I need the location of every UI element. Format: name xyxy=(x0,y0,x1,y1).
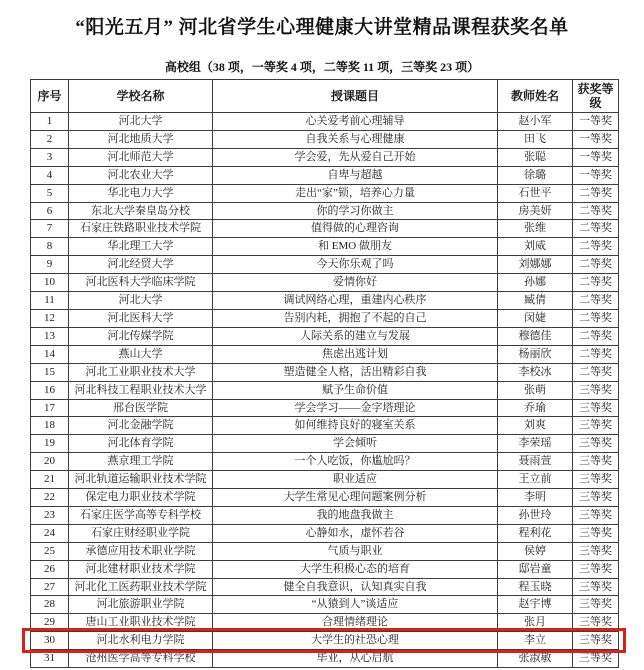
school-cell: 燕京理工学院 xyxy=(69,453,213,471)
serial-cell: 16 xyxy=(31,381,69,399)
serial-cell: 6 xyxy=(31,202,69,220)
topic-cell: 大学生积极心态的培育 xyxy=(213,560,498,578)
school-cell: 河北水利电力学院 xyxy=(69,632,213,650)
school-cell: 河北建材职业技术学院 xyxy=(69,560,213,578)
award-cell: 三等奖 xyxy=(573,399,619,417)
table-row xyxy=(31,524,619,542)
school-cell: 河北轨道运输职业技术学院 xyxy=(69,471,213,489)
topic-cell: 心关爱考前心理辅导 xyxy=(213,113,498,131)
serial-cell: 3 xyxy=(31,148,69,166)
school-cell: 河北师范大学 xyxy=(69,148,213,166)
award-cell: 三等奖 xyxy=(573,578,619,596)
school-cell: 河北农业大学 xyxy=(69,166,213,184)
topic-cell: 毕业，从心启航 xyxy=(213,650,498,668)
serial-cell: 1 xyxy=(31,113,69,131)
award-cell: 二等奖 xyxy=(573,220,619,238)
serial-cell: 24 xyxy=(31,524,69,542)
table-row xyxy=(31,506,619,524)
table-row xyxy=(31,650,619,668)
serial-cell: 8 xyxy=(31,238,69,256)
header-row xyxy=(31,80,619,113)
topic-cell: 学会爱，先从爱自己开始 xyxy=(213,148,498,166)
school-cell: 燕山大学 xyxy=(69,345,213,363)
table-row xyxy=(31,363,619,381)
teacher-cell: 臧倩 xyxy=(498,292,573,310)
school-cell: 河北医科大学 xyxy=(69,309,213,327)
school-cell: 河北大学 xyxy=(69,292,213,310)
topic-cell: 大学生常见心理问题案例分析 xyxy=(213,489,498,507)
award-cell: 二等奖 xyxy=(573,184,619,202)
award-cell: 二等奖 xyxy=(573,202,619,220)
teacher-cell: 李明 xyxy=(498,489,573,507)
table-row xyxy=(31,417,619,435)
serial-cell: 27 xyxy=(31,578,69,596)
serial-cell: 14 xyxy=(31,345,69,363)
topic-cell: 爱情你好 xyxy=(213,274,498,292)
award-cell: 三等奖 xyxy=(573,435,619,453)
table-row xyxy=(31,327,619,345)
table-row xyxy=(31,381,619,399)
serial-cell: 2 xyxy=(31,130,69,148)
table-row xyxy=(31,345,619,363)
topic-cell: 我的地盘我做主 xyxy=(213,506,498,524)
serial-cell: 17 xyxy=(31,399,69,417)
teacher-cell: 杨丽欣 xyxy=(498,345,573,363)
topic-cell: 你的学习你做主 xyxy=(213,202,498,220)
school-cell: 石家庄铁路职业技术学院 xyxy=(69,220,213,238)
table-row xyxy=(31,453,619,471)
topic-cell: 今天你乐观了吗 xyxy=(213,256,498,274)
serial-cell: 28 xyxy=(31,596,69,614)
topic-cell: 自我关系与心理健康 xyxy=(213,130,498,148)
teacher-cell: 张萌 xyxy=(498,381,573,399)
school-cell: 河北经贸大学 xyxy=(69,256,213,274)
award-cell: 三等奖 xyxy=(573,614,619,632)
serial-cell: 10 xyxy=(31,274,69,292)
topic-cell: 合理情绪理论 xyxy=(213,614,498,632)
award-cell: 三等奖 xyxy=(573,471,619,489)
serial-cell: 31 xyxy=(31,650,69,668)
topic-cell: 大学生的社恐心理 xyxy=(213,632,498,650)
award-cell: 一等奖 xyxy=(573,166,619,184)
teacher-cell: 侯婷 xyxy=(498,542,573,560)
school-cell: 河北旅游职业学院 xyxy=(69,596,213,614)
serial-cell: 11 xyxy=(31,292,69,310)
school-cell: 华北电力大学 xyxy=(69,184,213,202)
award-cell: 一等奖 xyxy=(573,113,619,131)
award-cell: 三等奖 xyxy=(573,506,619,524)
topic-cell: 焦虑出逃计划 xyxy=(213,345,498,363)
table-row xyxy=(31,489,619,507)
topic-cell: 一个人吃饭，你尴尬吗？ xyxy=(213,453,498,471)
topic-cell: 赋予生命价值 xyxy=(213,381,498,399)
award-cell: 二等奖 xyxy=(573,345,619,363)
teacher-cell: 李校冰 xyxy=(498,363,573,381)
teacher-cell: 王立前 xyxy=(498,471,573,489)
serial-cell: 19 xyxy=(31,435,69,453)
topic-cell: 塑造健全人格，活出精彩自我 xyxy=(213,363,498,381)
awards-table-wrap xyxy=(30,79,618,668)
award-cell: 二等奖 xyxy=(573,327,619,345)
teacher-cell: 孙世玲 xyxy=(498,506,573,524)
header-teacher: 教师姓名 xyxy=(498,80,573,113)
award-cell: 三等奖 xyxy=(573,417,619,435)
award-cell: 二等奖 xyxy=(573,274,619,292)
teacher-cell: 房美妍 xyxy=(498,202,573,220)
serial-cell: 25 xyxy=(31,542,69,560)
award-cell: 三等奖 xyxy=(573,560,619,578)
award-cell: 二等奖 xyxy=(573,256,619,274)
serial-cell: 15 xyxy=(31,363,69,381)
topic-cell: 走出“家”锁，培养心力量 xyxy=(213,184,498,202)
table-row xyxy=(31,578,619,596)
teacher-cell: 张淑敏 xyxy=(498,650,573,668)
table-row xyxy=(31,399,619,417)
award-cell: 三等奖 xyxy=(573,381,619,399)
topic-cell: 调试网络心理，重建内心秩序 xyxy=(213,292,498,310)
teacher-cell: 张聪 xyxy=(498,148,573,166)
table-row xyxy=(31,292,619,310)
award-cell: 三等奖 xyxy=(573,453,619,471)
serial-cell: 26 xyxy=(31,560,69,578)
award-cell: 三等奖 xyxy=(573,632,619,650)
table-row xyxy=(31,435,619,453)
award-cell: 三等奖 xyxy=(573,650,619,668)
serial-cell: 12 xyxy=(31,309,69,327)
teacher-cell: 李荣瑶 xyxy=(498,435,573,453)
school-cell: 河北地质大学 xyxy=(69,130,213,148)
table-row xyxy=(31,184,619,202)
serial-cell: 7 xyxy=(31,220,69,238)
table-row xyxy=(31,596,619,614)
topic-cell: 职业适应 xyxy=(213,471,498,489)
header-award: 获奖等级 xyxy=(573,80,619,113)
award-cell: 二等奖 xyxy=(573,238,619,256)
serial-cell: 13 xyxy=(31,327,69,345)
award-cell: 三等奖 xyxy=(573,524,619,542)
school-cell: 华北理工大学 xyxy=(69,238,213,256)
school-cell: 河北金融学院 xyxy=(69,417,213,435)
serial-cell: 4 xyxy=(31,166,69,184)
award-cell: 一等奖 xyxy=(573,148,619,166)
serial-cell: 18 xyxy=(31,417,69,435)
topic-cell: 如何维持良好的寝室关系 xyxy=(213,417,498,435)
table-row xyxy=(31,560,619,578)
school-cell: 石家庄医学高等专科学校 xyxy=(69,506,213,524)
teacher-cell: 闵婕 xyxy=(498,309,573,327)
table-row xyxy=(31,148,619,166)
header-serial: 序号 xyxy=(31,80,69,113)
table-row xyxy=(31,220,619,238)
teacher-cell: 程玉晓 xyxy=(498,578,573,596)
serial-cell: 29 xyxy=(31,614,69,632)
table-row xyxy=(31,166,619,184)
table-row xyxy=(31,471,619,489)
school-cell: 石家庄财经职业学院 xyxy=(69,524,213,542)
topic-cell: 值得做的心理咨询 xyxy=(213,220,498,238)
topic-cell: 学会倾听 xyxy=(213,435,498,453)
school-cell: 邢台医学院 xyxy=(69,399,213,417)
school-cell: 东北大学秦皇岛分校 xyxy=(69,202,213,220)
table-row xyxy=(31,202,619,220)
teacher-cell: 刘威 xyxy=(498,238,573,256)
table-row xyxy=(31,614,619,632)
topic-cell: 健全自我意识，认知真实自我 xyxy=(213,578,498,596)
topic-cell: 气质与职业 xyxy=(213,542,498,560)
teacher-cell: 赵宇博 xyxy=(498,596,573,614)
award-cell: 二等奖 xyxy=(573,292,619,310)
teacher-cell: 李立 xyxy=(498,632,573,650)
teacher-cell: 田飞 xyxy=(498,130,573,148)
school-cell: 河北大学 xyxy=(69,113,213,131)
teacher-cell: 张月 xyxy=(498,614,573,632)
school-cell: 河北化工医药职业技术学院 xyxy=(69,578,213,596)
teacher-cell: 徐璐 xyxy=(498,166,573,184)
serial-cell: 23 xyxy=(31,506,69,524)
serial-cell: 5 xyxy=(31,184,69,202)
table-row xyxy=(31,542,619,560)
table-row xyxy=(31,113,619,131)
school-cell: 河北医科大学临床学院 xyxy=(69,274,213,292)
teacher-cell: 刘爽 xyxy=(498,417,573,435)
serial-cell: 22 xyxy=(31,489,69,507)
table-row xyxy=(31,309,619,327)
topic-cell: 和 EMO 做朋友 xyxy=(213,238,498,256)
topic-cell: 心静如水，虚怀若谷 xyxy=(213,524,498,542)
topic-cell: 学会学习——金字塔理论 xyxy=(213,399,498,417)
teacher-cell: 张维 xyxy=(498,220,573,238)
teacher-cell: 孙娜 xyxy=(498,274,573,292)
award-cell: 一等奖 xyxy=(573,130,619,148)
award-cell: 二等奖 xyxy=(573,309,619,327)
school-cell: 河北科技工程职业技术大学 xyxy=(69,381,213,399)
school-cell: 河北传媒学院 xyxy=(69,327,213,345)
school-cell: 唐山工业职业技术学院 xyxy=(69,614,213,632)
school-cell: 承德应用技术职业学院 xyxy=(69,542,213,560)
awards-table xyxy=(30,79,619,668)
serial-cell: 30 xyxy=(31,632,69,650)
table-row xyxy=(31,632,619,650)
serial-cell: 21 xyxy=(31,471,69,489)
topic-cell: 告别内耗，拥抱了不起的自己 xyxy=(213,309,498,327)
teacher-cell: 穆德佳 xyxy=(498,327,573,345)
teacher-cell: 聂雨萱 xyxy=(498,453,573,471)
award-cell: 二等奖 xyxy=(573,363,619,381)
table-row xyxy=(31,274,619,292)
serial-cell: 9 xyxy=(31,256,69,274)
page-title: “阳光五月” 河北省学生心理健康大讲堂精品课程获奖名单 xyxy=(75,17,569,38)
topic-cell: 人际关系的建立与发展 xyxy=(213,327,498,345)
table-row xyxy=(31,130,619,148)
award-cell: 三等奖 xyxy=(573,489,619,507)
school-cell: 河北工业职业技术大学 xyxy=(69,363,213,381)
group-subtitle: 高校组（38 项，一等奖 4 项，二等奖 11 项，三等奖 23 项） xyxy=(164,60,480,74)
award-cell: 三等奖 xyxy=(573,596,619,614)
school-cell: 河北体育学院 xyxy=(69,435,213,453)
topic-cell: 自卑与超越 xyxy=(213,166,498,184)
school-cell: 沧州医学高等专科学校 xyxy=(69,650,213,668)
teacher-cell: 石世平 xyxy=(498,184,573,202)
header-school: 学校名称 xyxy=(69,80,213,113)
award-cell: 三等奖 xyxy=(573,542,619,560)
header-topic: 授课题目 xyxy=(213,80,498,113)
school-cell: 保定电力职业技术学院 xyxy=(69,489,213,507)
teacher-cell: 赵小军 xyxy=(498,113,573,131)
teacher-cell: 刘娜娜 xyxy=(498,256,573,274)
serial-cell: 20 xyxy=(31,453,69,471)
topic-cell: “从猿到人”谈适应 xyxy=(213,596,498,614)
teacher-cell: 程利花 xyxy=(498,524,573,542)
teacher-cell: 邸岩童 xyxy=(498,560,573,578)
teacher-cell: 乔瑜 xyxy=(498,399,573,417)
table-row xyxy=(31,238,619,256)
table-row xyxy=(31,256,619,274)
